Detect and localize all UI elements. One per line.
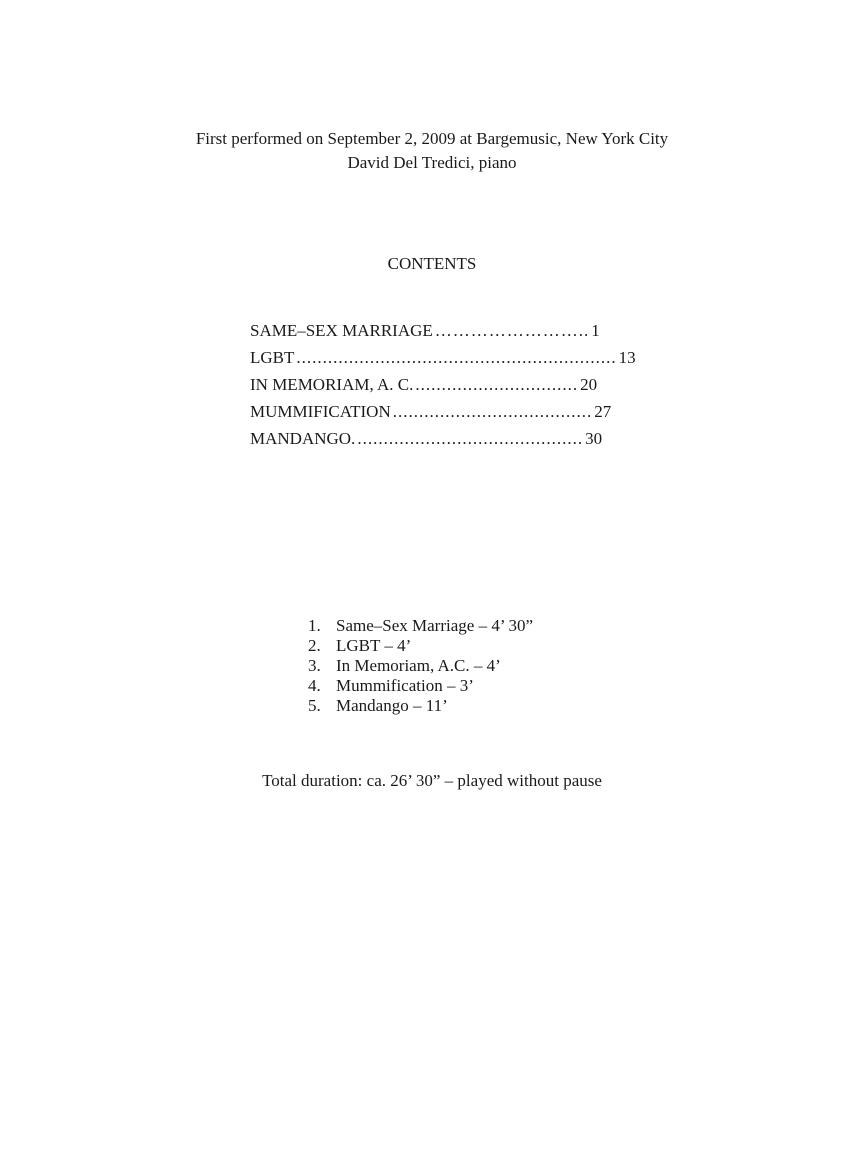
- total-duration: Total duration: ca. 26’ 30” – played without pause: [262, 771, 602, 790]
- toc-entry-page: 1: [591, 321, 600, 340]
- movement-list: [308, 616, 608, 716]
- movement-item: [308, 616, 608, 636]
- toc-entry-page: 27: [594, 402, 612, 421]
- toc-entry-page: 13: [618, 348, 636, 367]
- movement-number: 1.: [308, 616, 321, 635]
- movement-title-duration: In Memoriam, A.C. – 4’: [336, 656, 501, 675]
- toc-entry-leader: ……………………..: [434, 321, 590, 340]
- toc-entry-page: 30: [585, 429, 603, 448]
- movement-title-duration: Mummification – 3’: [336, 676, 474, 695]
- premiere-performer: David Del Tredici, piano: [347, 153, 517, 172]
- toc-entry: [250, 428, 603, 455]
- toc-entry-title: IN MEMORIAM, A. C.: [250, 375, 414, 394]
- movement-title-duration: Mandango – 11’: [336, 696, 448, 715]
- toc-entry: [250, 320, 600, 347]
- toc-entry-title: MANDANGO.: [250, 429, 356, 448]
- movement-item: [308, 636, 608, 656]
- premiere-date-venue: First performed on September 2, 2009 at Bargemusic, New York City: [195, 129, 669, 148]
- movement-number: 2.: [308, 636, 321, 655]
- toc-entry-title: MUMMIFICATION: [250, 402, 391, 421]
- movement-number: 3.: [308, 656, 321, 675]
- toc-entry: [250, 374, 598, 401]
- movement-item: [308, 696, 608, 716]
- contents-heading: CONTENTS: [387, 254, 477, 273]
- movement-title-duration: LGBT – 4’: [336, 636, 412, 655]
- toc-entry: [250, 347, 636, 374]
- toc-entry: [250, 401, 612, 428]
- toc-entry-leader: .............................................................: [296, 348, 617, 367]
- table-of-contents: [250, 320, 636, 455]
- movement-item: [308, 656, 608, 676]
- toc-entry-title: SAME–SEX MARRIAGE: [250, 321, 433, 340]
- movement-title-duration: Same–Sex Marriage – 4’ 30”: [336, 616, 534, 635]
- toc-entry-leader: ......................................: [392, 402, 593, 421]
- toc-entry-leader: ...........................................: [357, 429, 584, 448]
- toc-entry-leader: ...............................: [415, 375, 579, 394]
- toc-entry-title: LGBT: [250, 348, 295, 367]
- movement-item: [308, 676, 608, 696]
- toc-entry-page: 20: [580, 375, 598, 394]
- movement-number: 4.: [308, 676, 321, 695]
- movement-number: 5.: [308, 696, 321, 715]
